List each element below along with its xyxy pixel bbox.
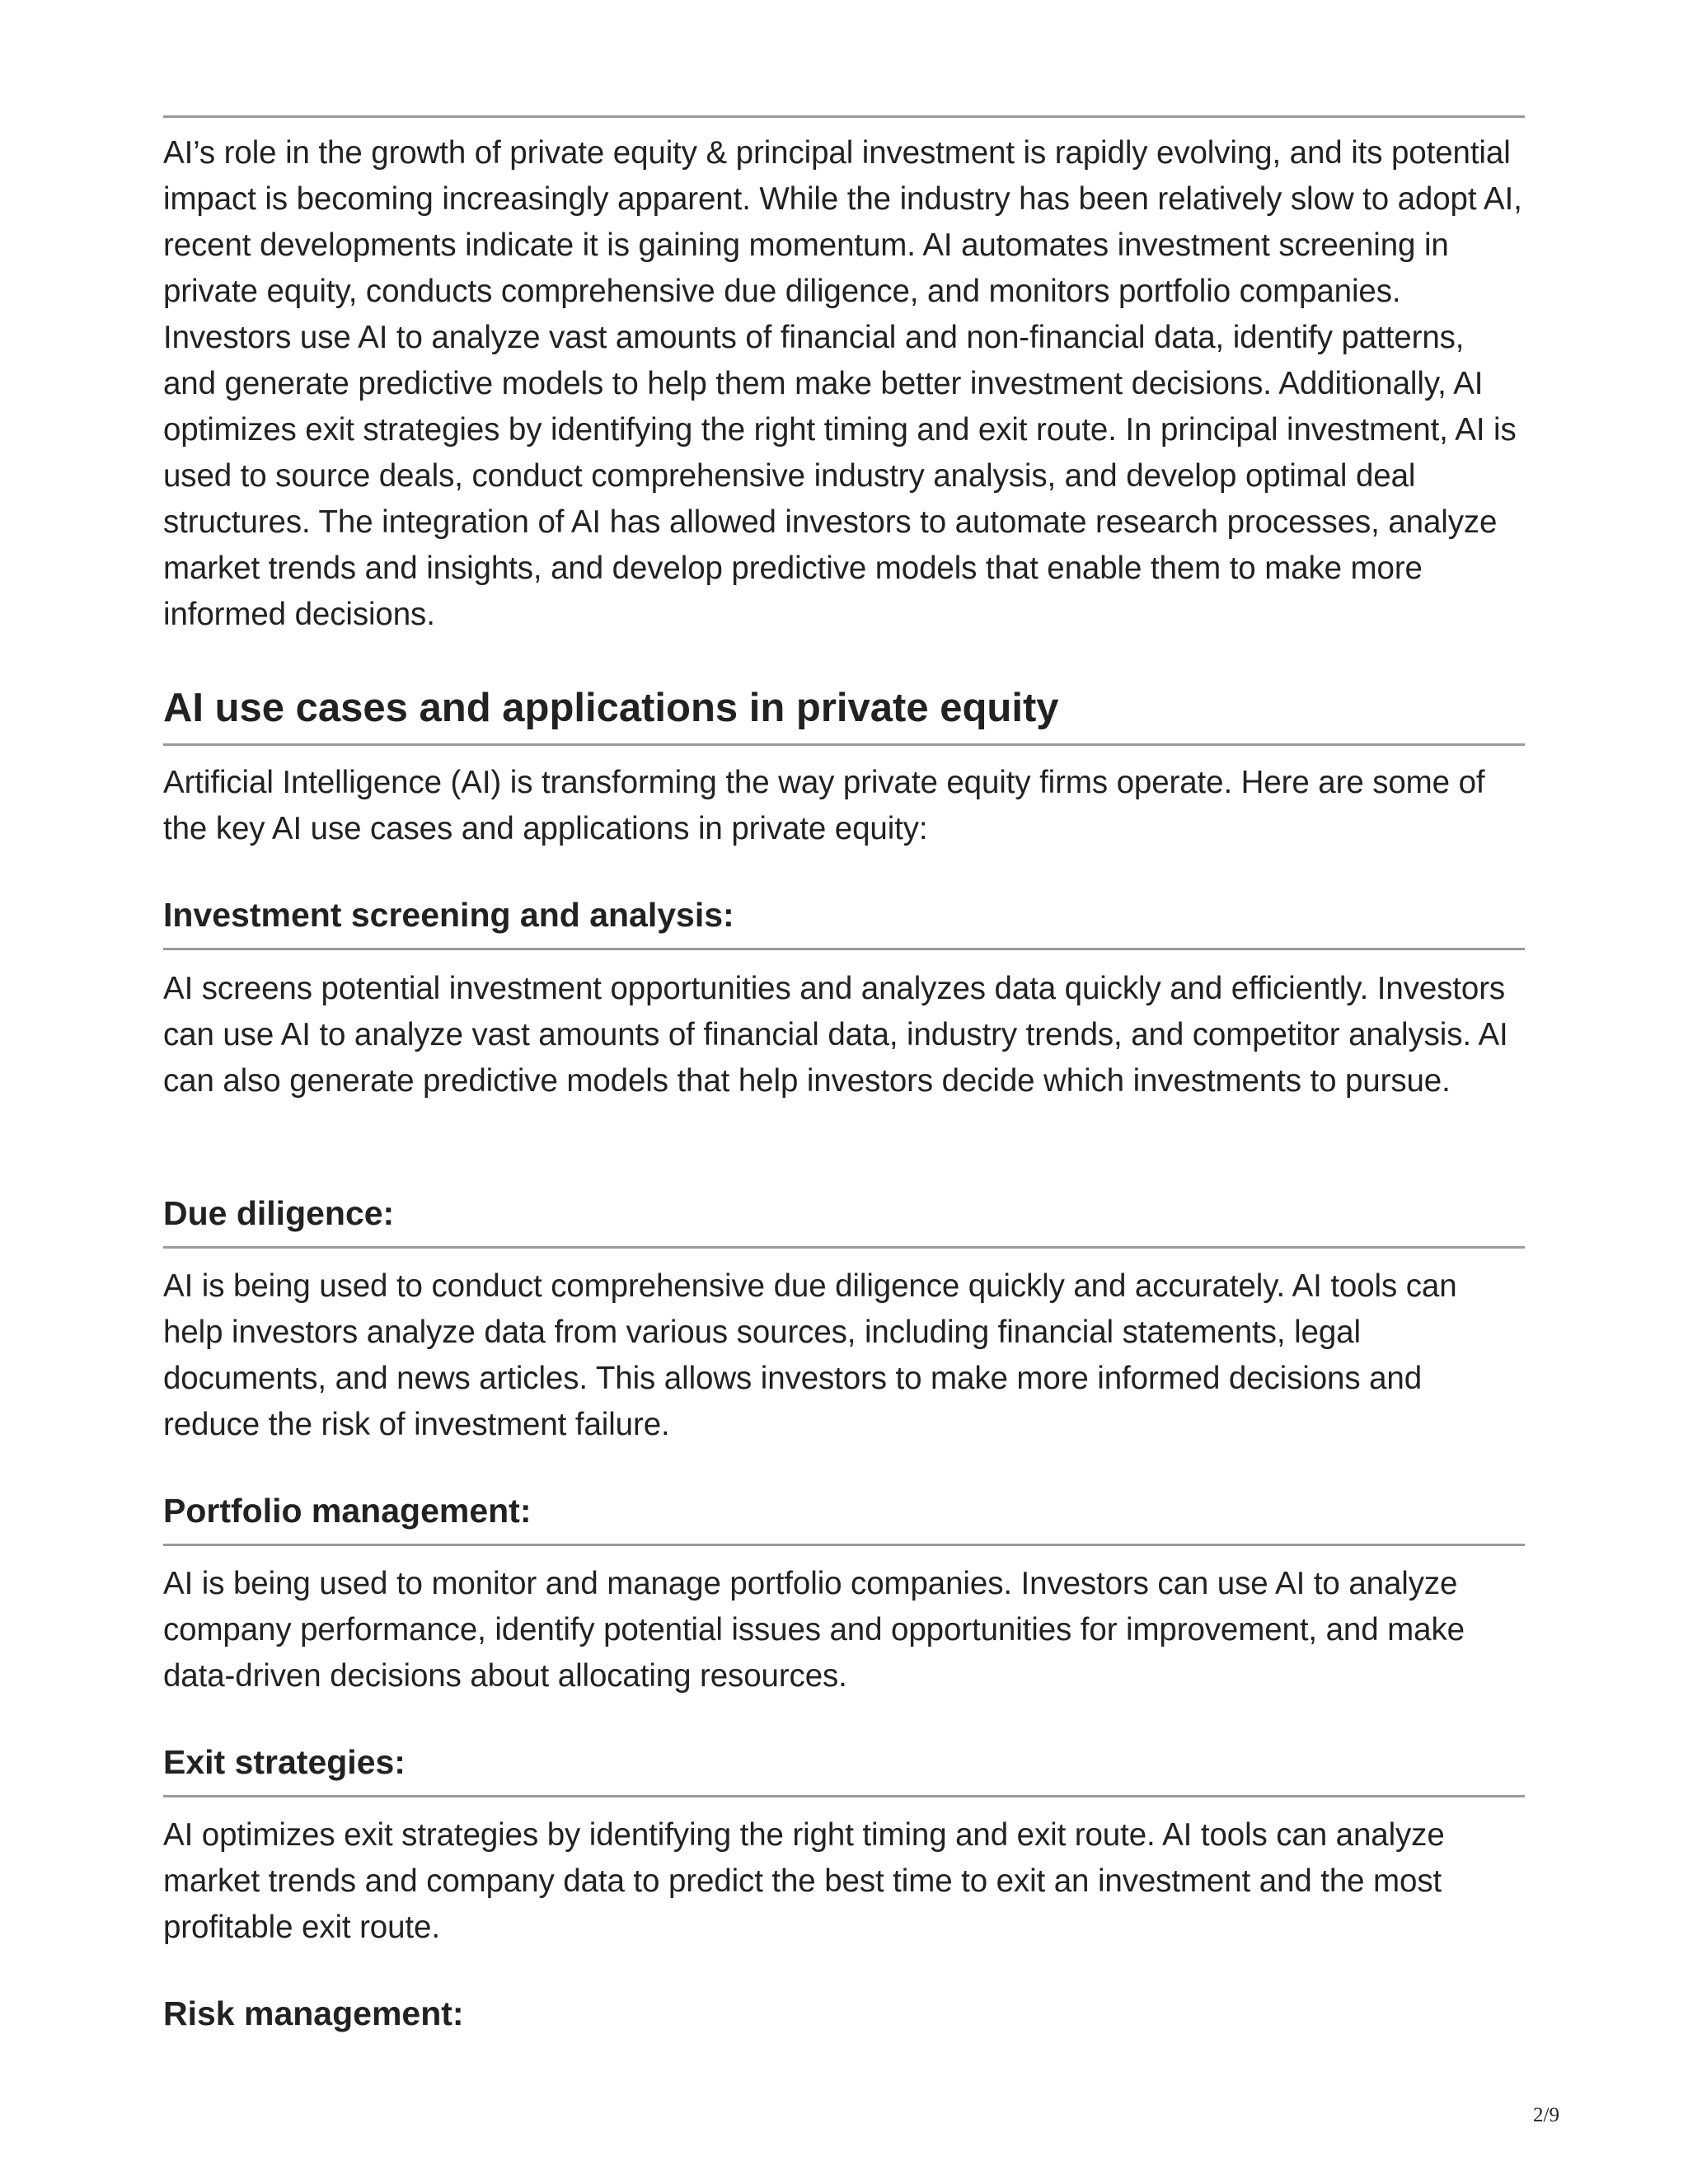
subsection-heading-portfolio-management: Portfolio management: <box>163 1492 532 1530</box>
subsection-heading-exit-strategies: Exit strategies: <box>163 1743 406 1781</box>
subsection-heading-risk-management: Risk management: <box>163 1994 464 2032</box>
section-intro-block <box>163 760 1525 852</box>
subsection-body-exit-strategies: AI optimizes exit strategies by identifying the right timing and exit route. AI tools can analyze market trends and company data to predict the best time to exit an investment and the most profitable exit route. <box>163 1817 1445 1945</box>
subsection-body-block <box>163 966 1525 1104</box>
subsection-heading-block <box>163 1191 1525 1235</box>
subsection-body-block <box>163 1812 1525 1951</box>
subsection-heading-investment-screening: Investment screening and analysis: <box>163 896 734 934</box>
subsection-heading-block <box>163 1740 1525 1784</box>
subsection-divider <box>163 1795 1525 1797</box>
subsection-heading-block <box>163 1488 1525 1533</box>
subsection-body-block <box>163 1561 1525 1699</box>
section-heading-block <box>163 682 1525 733</box>
section-title-divider <box>163 743 1525 746</box>
subsection-body-block <box>163 1263 1525 1448</box>
subsection-heading-block <box>163 1991 1525 2036</box>
page-number: 2/9 <box>1533 2104 1559 2126</box>
intro-section <box>163 130 1525 638</box>
section-intro-paragraph: Artificial Intelligence (AI) is transforming the way private equity firms operate. Here are some of the key AI use cases and applications in private equity: <box>163 765 1485 846</box>
top-divider <box>163 115 1525 118</box>
subsection-divider <box>163 948 1525 950</box>
subsection-heading-block <box>163 893 1525 937</box>
subsection-heading-due-diligence: Due diligence: <box>163 1194 395 1232</box>
subsection-body-investment-screening: AI screens potential investment opportunities and analyzes data quickly and efficiently. Investors can use AI to analyze vast amounts of financial data, industry trends, and competitor analysis. AI can also generate predictive models that help investors decide which investments to pursue. <box>163 971 1508 1099</box>
section-title: AI use cases and applications in private equity <box>163 686 1059 730</box>
subsection-body-portfolio-management: AI is being used to monitor and manage portfolio companies. Investors can use AI to analyze company performance, identify potential issues and opportunities for improvement, and make data-driven decisions about allocating resources. <box>163 1566 1465 1694</box>
intro-paragraph: AI’s role in the growth of private equity & principal investment is rapidly evolving, and its potential impact is becoming increasingly apparent. While the industry has been relatively slow to adopt AI, recent developments indicate it is gaining momentum. AI automates investment screening in private equity, conducts comprehensive due diligence, and monitors portfolio companies. Investors use AI to analyze vast amounts of financial and non-financial data, identify patterns, and generate predictive models to help them make better investment decisions. Additionally, AI optimizes exit strategies by identifying the right timing and exit route. In principal investment, AI is used to source deals, conduct comprehensive industry analysis, and develop optimal deal structures. The integration of AI has allowed investors to automate research processes, analyze market trends and insights, and develop predictive models that enable them to make more informed decisions. <box>163 135 1522 632</box>
subsection-divider <box>163 1544 1525 1546</box>
subsection-body-due-diligence: AI is being used to conduct comprehensive due diligence quickly and accurately. AI tools can help investors analyze data from various sources, including financial statements, legal documents, and news articles. This allows investors to make more informed decisions and reduce the risk of investment failure. <box>163 1268 1457 1442</box>
subsection-divider <box>163 1246 1525 1249</box>
